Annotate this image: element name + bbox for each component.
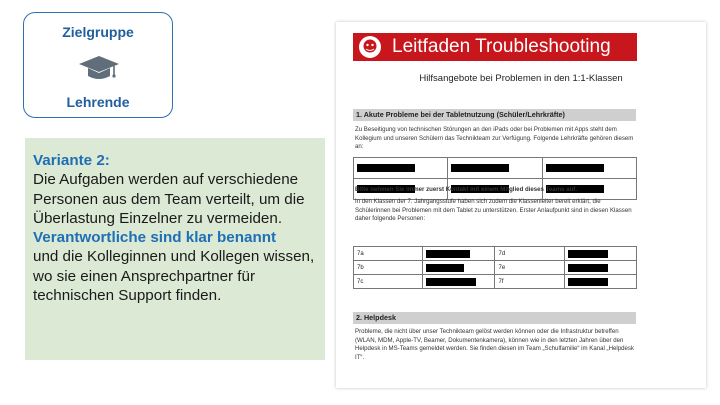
class-label: 7b	[354, 261, 423, 275]
document-subtitle: Hilfsangebote bei Problemen in den 1:1-Klassen	[419, 73, 623, 84]
class-teachers-table	[353, 246, 637, 289]
redacted-name	[426, 250, 470, 258]
redacted-name	[568, 278, 608, 286]
document-title: Leitfaden Troubleshooting	[392, 36, 611, 57]
section-1-note: Bitte nehmen Sie immer zuerst Kontakt mit einem Mitglied dieses Teams auf.	[355, 186, 578, 193]
variant-text-2: und die Kolleginnen und Kollegen wissen, wo sie einen Ansprechpartner für technischen Support finden.	[33, 248, 315, 305]
document-preview	[336, 22, 706, 388]
document-banner	[353, 33, 637, 61]
redacted-name	[546, 164, 604, 172]
redacted-name	[568, 250, 608, 258]
section-1-classes-intro: In den Klassen der 7. Jahrgangsstufe haben sich zudem die Klassenleiter bereit erklärt, die Schülerinnen bei Problemen mit dem Tablet zu unterstützen. Erster Anlaufpunkt sind in diesen Klassen daher folgende Personen:	[355, 198, 632, 223]
class-label: 7f	[495, 275, 564, 289]
redacted-name	[426, 264, 464, 272]
variant-text-1: Die Aufgaben werden auf verschiedene Personen aus dem Team verteilt, um die Überlastung Einzelner zu vermeiden.	[33, 171, 305, 227]
section-1-heading: 1. Akute Probleme bei der Tabletnutzung (Schüler/Lehrkräfte)	[353, 109, 636, 121]
mascot-icon	[357, 35, 383, 59]
section-2-text: Probleme, die nicht über unser Technikteam gelöst werden können oder die Infrastruktur betreffen (WLAN, MDM, Apple-TV, Beamer, Dokumentenkamera), können wie in den letzten Jahren über den Helpdesk in MS-Teams gemeldet werden. Sie finden diesen im Team „Schulfamilie“ im Kanal „Helpdesk IT“.	[355, 328, 634, 361]
variant-title: Variante 2:	[33, 152, 110, 169]
redacted-name	[426, 278, 476, 286]
variant-highlight: Verantwortliche sind klar benannt	[33, 229, 277, 247]
variant-box	[25, 138, 325, 360]
section-2-heading: 2. Helpdesk	[353, 312, 636, 324]
target-group-audience: Lehrende	[66, 94, 130, 110]
redacted-name	[451, 164, 509, 172]
class-label: 7a	[354, 247, 423, 261]
class-label: 7e	[495, 261, 564, 275]
redacted-name	[357, 164, 415, 172]
section-1-intro: Zu Beseitigung von technischen Störungen an den iPads oder bei Problemen mit Apps steht dem Kollegium und unseren Schülern das Technikteam zur Verfügung. Folgende Lehrkräfte gehören diesem an:	[355, 126, 634, 151]
redacted-name	[568, 264, 608, 272]
target-group-heading: Zielgruppe	[62, 24, 134, 40]
class-label: 7d	[495, 247, 564, 261]
target-group-card	[23, 12, 173, 118]
class-label: 7c	[354, 275, 423, 289]
graduation-cap-icon	[78, 53, 120, 83]
